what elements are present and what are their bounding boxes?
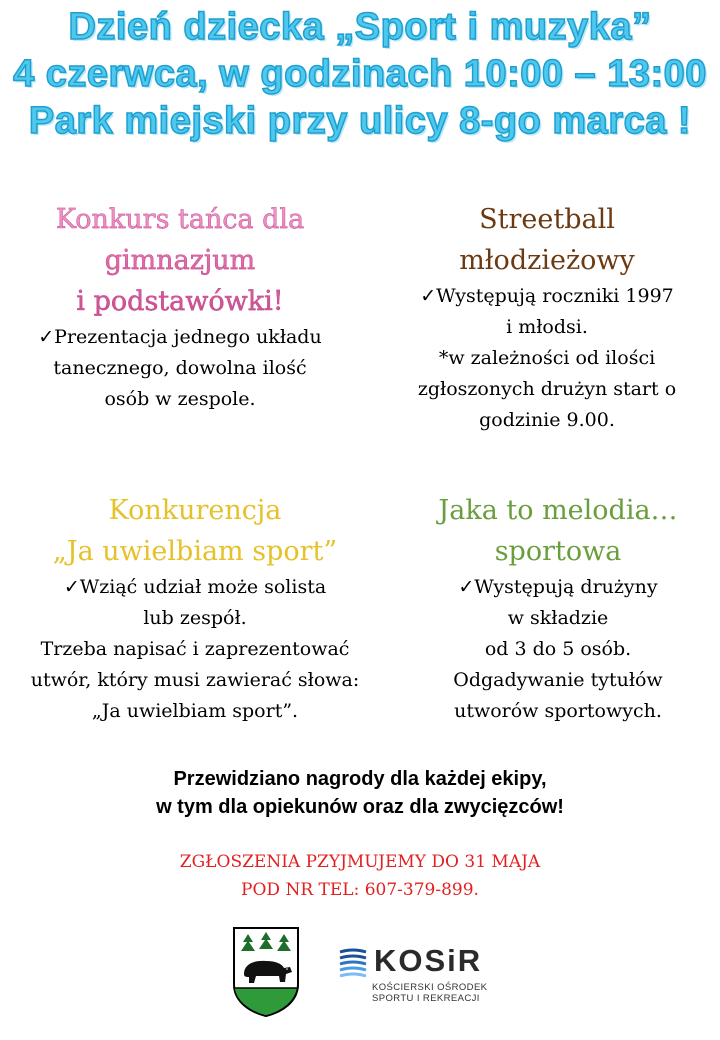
streetball-title: Streetball młodzieżowy: [459, 204, 635, 276]
dance-title: Konkurs tańca dla gimnazjum i podstawówki!: [10, 199, 350, 322]
streetball-section: [382, 199, 712, 436]
header-location: Park miejski przy ulicy 8-go marca !: [28, 100, 692, 142]
event-header: [0, 4, 720, 145]
melody-title: Jaka to melodia… sportowa: [438, 495, 678, 567]
header-date: 4 czerwca, w godzinach 10:00 – 13:00: [13, 53, 707, 95]
sport-competition-section: [12, 490, 378, 727]
kosir-wordmark: KOSiR: [374, 943, 483, 978]
melody-description: ✓Występują drużyny w składzie od 3 do 5 osób. Odgadywanie tytułów utworów sportowych.: [453, 576, 663, 722]
dance-section: [10, 199, 350, 415]
kosir-wave-icon: [338, 946, 368, 980]
sport-competition-title: Konkurencja „Ja uwielbiam sport”: [52, 495, 338, 567]
melody-section: [398, 490, 718, 727]
sport-competition-description: ✓Wziąć udział może solista lub zespół. Trzeba napisać i zaprezentować utwór, który musi zawierać słowa: „Ja uwielbiam sport”.: [30, 576, 360, 722]
header-title: Dzień dziecka „Sport i muzyka”: [68, 6, 652, 48]
registration-note: ZGŁOSZENIA PZYJMUJEMY DO 31 MAJA POD NR TEL: 607-379-899.: [179, 852, 541, 900]
kosir-subtitle: KOŚCIERSKI OŚRODEK SPORTU I REKREACJI: [372, 982, 488, 1004]
streetball-description: ✓Występują roczniki 1997 i młodsi. *w zależności od ilości zgłoszonych drużyn start o godzinie 9.00.: [417, 285, 677, 431]
dance-description: ✓Prezentacja jednego układu tanecznego, dowolna ilość osób w zespole.: [38, 326, 322, 410]
prizes-note: Przewidziano nagrody dla każdej ekipy, w tym dla opiekunów oraz dla zwycięzców!: [156, 768, 564, 818]
bear-crest-icon: [232, 926, 300, 1018]
kosir-logo: [338, 944, 508, 1014]
